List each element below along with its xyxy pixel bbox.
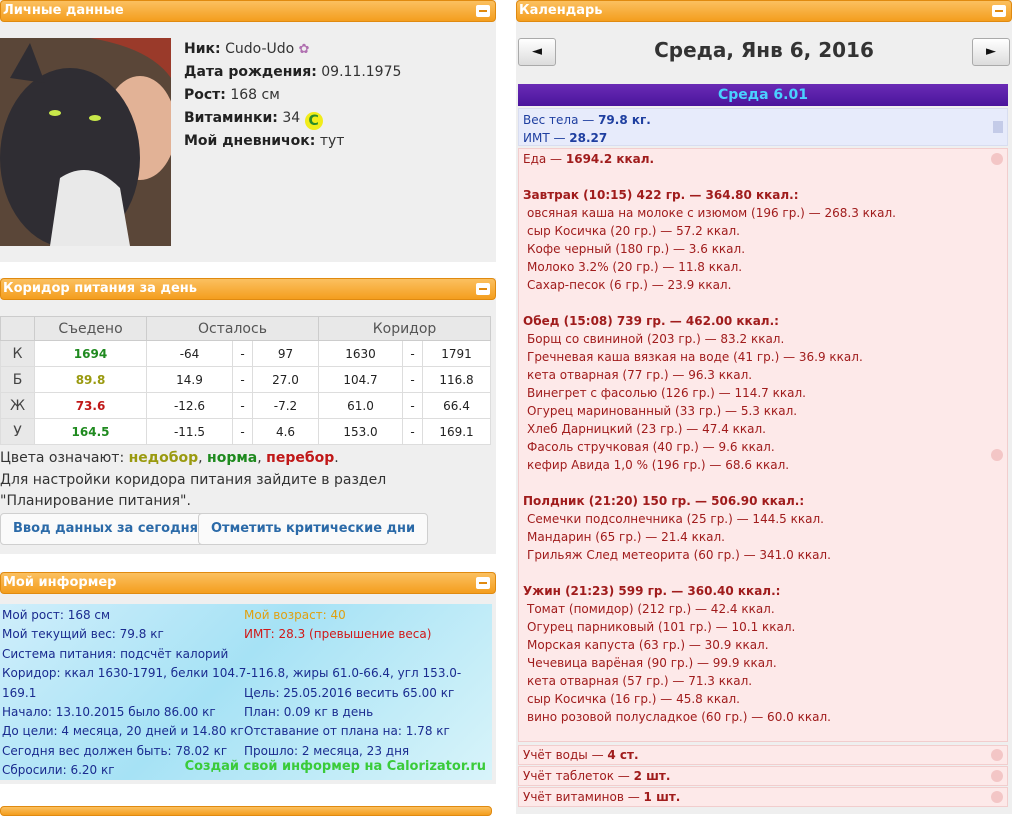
personal-info <box>184 38 401 153</box>
birth-value: 09.11.1975 <box>321 64 402 80</box>
informer-plan: План: 0.09 кг в день <box>244 705 374 719</box>
meal-breakfast: Завтрак (10:15) 422 гр. — 364.80 ккал.: <box>523 188 799 202</box>
pills-row[interactable]: Учёт таблеток — 2 шт. <box>518 766 1008 786</box>
scale-icon <box>993 121 1003 133</box>
meal-lunch: Обед (15:08) 739 гр. — 462.00 ккал.: <box>523 314 779 328</box>
list-item: кета отварная (57 гр.) — 71.3 ккал. <box>527 674 753 688</box>
list-item: Томат (помидор) (212 гр.) — 42.4 ккал. <box>527 602 775 616</box>
colors-legend: Цвета означают: недобор, норма, перебор. <box>0 450 339 466</box>
vitamins-value: 34 <box>282 110 301 126</box>
diary-row: Мой дневничок: тут <box>184 133 345 149</box>
avatar-photo <box>0 38 171 246</box>
water-row[interactable]: Учёт воды — 4 ст. <box>518 745 1008 765</box>
list-item: Кофе черный (180 гр.) — 3.6 ккал. <box>527 242 746 256</box>
personal-data-panel <box>0 0 496 262</box>
meal-snack: Полдник (21:20) 150 гр. — 506.90 ккал.: <box>523 494 805 508</box>
list-item: Сахар-песок (6 гр.) — 23.9 ккал. <box>527 278 732 292</box>
food-box[interactable]: Еда — 1694.2 ккал. Завтрак (10:15) 422 гр. — 364.80 ккал.: овсяная каша на молоке с изюмом (196 гр.) — 268.3 ккал. сыр Косичка (20 гр.) — 57.2 ккал. Кофе черный (180 гр.) — 3.6 ккал. Молоко 3.2% (20 гр.) — 11.8 ккал. Сахар-песок (6 гр.) — 23.9 ккал. Обед (15:08) 739 гр. — 462.00 ккал.: Борщ со свининой (203 гр.) — 83.2 ккал. Гречневая каша вязкая на воде (41 гр.) — 36.9 ккал. кета отварная (77 гр.) — 96.3 ккал. Винегрет с фасолью (126 гр.) — 114.7 ккал. Огурец маринованный (33 гр.) — 5.3 ккал. Хлеб Дарницкий (23 гр.) — 47.4 ккал. Фасоль стручковая (40 гр.) — 9.6 ккал. кефир Авида 1,0 % (196 гр.) — 68.6 ккал. Полдник (21:20) 150 гр. — 506.90 ккал.: Семечки подсолнечника (25 гр.) — 144.5 ккал. Мандарин (65 гр.) — 21.4 ккал. Грильяж След метеорита (60 гр.) — 341.0 ккал. Ужин (21:23) 599 гр. — 360.40 ккал.: Томат (помидор) (212 гр.) — 42.4 ккал. Огурец парниковый (101 гр.) — 10.1 ккал. Морская капуста (63 гр.) — 30.9 ккал. Чечевица варёная (90 гр.) — 99.9 ккал. кета отварная (57 гр.) — 71.3 ккал. сыр Косичка (16 гр.) — 45.8 ккал. вино розовой полусладкое (60 гр.) — 60.0 ккал. <box>518 148 1008 742</box>
height-value: 168 см <box>230 87 280 103</box>
informer-title: Мой информер <box>3 575 117 590</box>
list-item: Фасоль стручковая (40 гр.) — 9.6 ккал. <box>527 440 775 454</box>
day-bar: Среда 6.01 <box>518 84 1008 106</box>
list-item: кета отварная (77 гр.) — 96.3 ккал. <box>527 368 753 382</box>
informer-bmi: ИМТ: 28.3 (превышение веса) <box>244 627 432 641</box>
hand-icon <box>991 770 1003 782</box>
informer-passed: Прошло: 2 месяца, 23 дня <box>244 744 410 758</box>
prev-day-button[interactable]: ◄ <box>518 38 556 66</box>
flower-icon: ✿ <box>298 42 310 57</box>
list-item: Борщ со свининой (203 гр.) — 83.2 ккал. <box>527 332 785 346</box>
corridor-title: Коридор питания за день <box>3 281 197 296</box>
diary-link[interactable]: тут <box>319 133 345 149</box>
calendar-date: Среда, Янв 6, 2016 <box>654 38 874 62</box>
calendar-panel <box>516 0 1012 814</box>
list-item: вино розовой полусладкое (60 гр.) — 60.0 ккал. <box>527 710 831 724</box>
informer-age: Мой возраст: 40 <box>244 608 346 622</box>
corridor-header[interactable] <box>0 278 496 300</box>
calendar-title: Календарь <box>519 3 603 18</box>
informer-behind: Отставание от плана на: 1.78 кг <box>244 724 450 738</box>
informer-widget[interactable] <box>0 604 492 780</box>
collapse-icon[interactable] <box>476 577 490 589</box>
list-item: Гречневая каша вязкая на воде (41 гр.) — 36.9 ккал. <box>527 350 863 364</box>
informer-header[interactable] <box>0 572 496 594</box>
col-corridor: Коридор <box>319 317 491 341</box>
list-item: Огурец маринованный (33 гр.) — 5.3 ккал. <box>527 404 798 418</box>
birth-row: Дата рождения: 09.11.1975 <box>184 64 402 80</box>
list-item: Мандарин (65 гр.) — 21.4 ккал. <box>527 530 725 544</box>
calendar-header[interactable] <box>516 0 1012 22</box>
hand-icon <box>991 791 1003 803</box>
next-panel-header[interactable] <box>0 806 492 816</box>
col-left: Осталось <box>147 317 319 341</box>
corridor-table <box>0 316 491 445</box>
hand-icon <box>991 749 1003 761</box>
list-item: Огурец парниковый (101 гр.) — 10.1 ккал. <box>527 620 796 634</box>
informer-left-col: Мой рост: 168 см Мой текущий вес: 79.8 кг Система питания: подсчёт калорий Коридор: ккал 1630-1791, белки 104.7-116.8, жиры 61.0-66.4, угл 153.0-169.1 Начало: 13.10.2015 было 86.00 кг До цели: 4 месяца, 20 дней и 14.80 кг Сегодня вес должен быть: 78.02 кг Сбросили: 6.20 кг <box>2 608 462 778</box>
nick-value[interactable]: Cudo-Udo <box>225 41 295 57</box>
corridor-setup-note[interactable]: Для настройки коридора питания зайдите в раздел "Планирование питания". <box>0 472 387 509</box>
table-row: Ж 73.6 -12.6 - -7.2 61.0 - 66.4 <box>1 393 491 419</box>
collapse-icon[interactable] <box>476 5 490 17</box>
vitamins-row: Витаминки: 34 C <box>184 107 401 130</box>
list-item: Молоко 3.2% (20 гр.) — 11.8 ккал. <box>527 260 743 274</box>
hand-icon <box>991 449 1003 461</box>
table-row: Б 89.8 14.9 - 27.0 104.7 - 116.8 <box>1 367 491 393</box>
avatar <box>0 38 171 246</box>
list-item: кефир Авида 1,0 % (196 гр.) — 68.6 ккал. <box>527 458 790 472</box>
weight-box[interactable]: Вес тела — 79.8 кг. ИМТ — 28.27 <box>518 108 1008 146</box>
personal-data-title: Личные данные <box>3 3 124 18</box>
height-row: Рост: 168 см <box>184 87 280 103</box>
table-row: К 1694 -64 - 97 1630 - 1791 <box>1 341 491 367</box>
next-day-button[interactable]: ► <box>972 38 1010 66</box>
hand-icon <box>991 153 1003 165</box>
list-item: Винегрет с фасолью (126 гр.) — 114.7 ккал. <box>527 386 806 400</box>
list-item: сыр Косичка (20 гр.) — 57.2 ккал. <box>527 224 740 238</box>
list-item: Морская капуста (63 гр.) — 30.9 ккал. <box>527 638 769 652</box>
informer-panel <box>0 572 496 784</box>
enter-today-button[interactable]: Ввод данных за сегодня <box>0 513 211 545</box>
list-item: сыр Косичка (16 гр.) — 45.8 ккал. <box>527 692 740 706</box>
collapse-icon[interactable] <box>992 5 1006 17</box>
nick-row: Ник: Cudo-Udo ✿ <box>184 41 310 57</box>
vitamin-c-icon[interactable]: C <box>305 112 323 130</box>
informer-goal: Цель: 25.05.2016 весить 65.00 кг <box>244 686 455 700</box>
informer-footer-link[interactable]: Создай свой информер на Calorizator.ru <box>184 758 486 774</box>
collapse-icon[interactable] <box>476 283 490 295</box>
mark-critical-days-button[interactable]: Отметить критические дни <box>198 513 428 545</box>
list-item: овсяная каша на молоке с изюмом (196 гр.) — 268.3 ккал. <box>527 206 896 220</box>
meal-dinner: Ужин (21:23) 599 гр. — 360.40 ккал.: <box>523 584 781 598</box>
list-item: Хлеб Дарницкий (23 гр.) — 47.4 ккал. <box>527 422 766 436</box>
list-item: Грильяж След метеорита (60 гр.) — 341.0 ккал. <box>527 548 831 562</box>
col-eaten: Съедено <box>35 317 147 341</box>
list-item: Чечевица варёная (90 гр.) — 99.9 ккал. <box>527 656 777 670</box>
table-row: У 164.5 -11.5 - 4.6 153.0 - 169.1 <box>1 419 491 445</box>
personal-data-header[interactable] <box>0 0 496 22</box>
vitamins-log-row[interactable]: Учёт витаминов — 1 шт. <box>518 787 1008 807</box>
list-item: Семечки подсолнечника (25 гр.) — 144.5 ккал. <box>527 512 824 526</box>
